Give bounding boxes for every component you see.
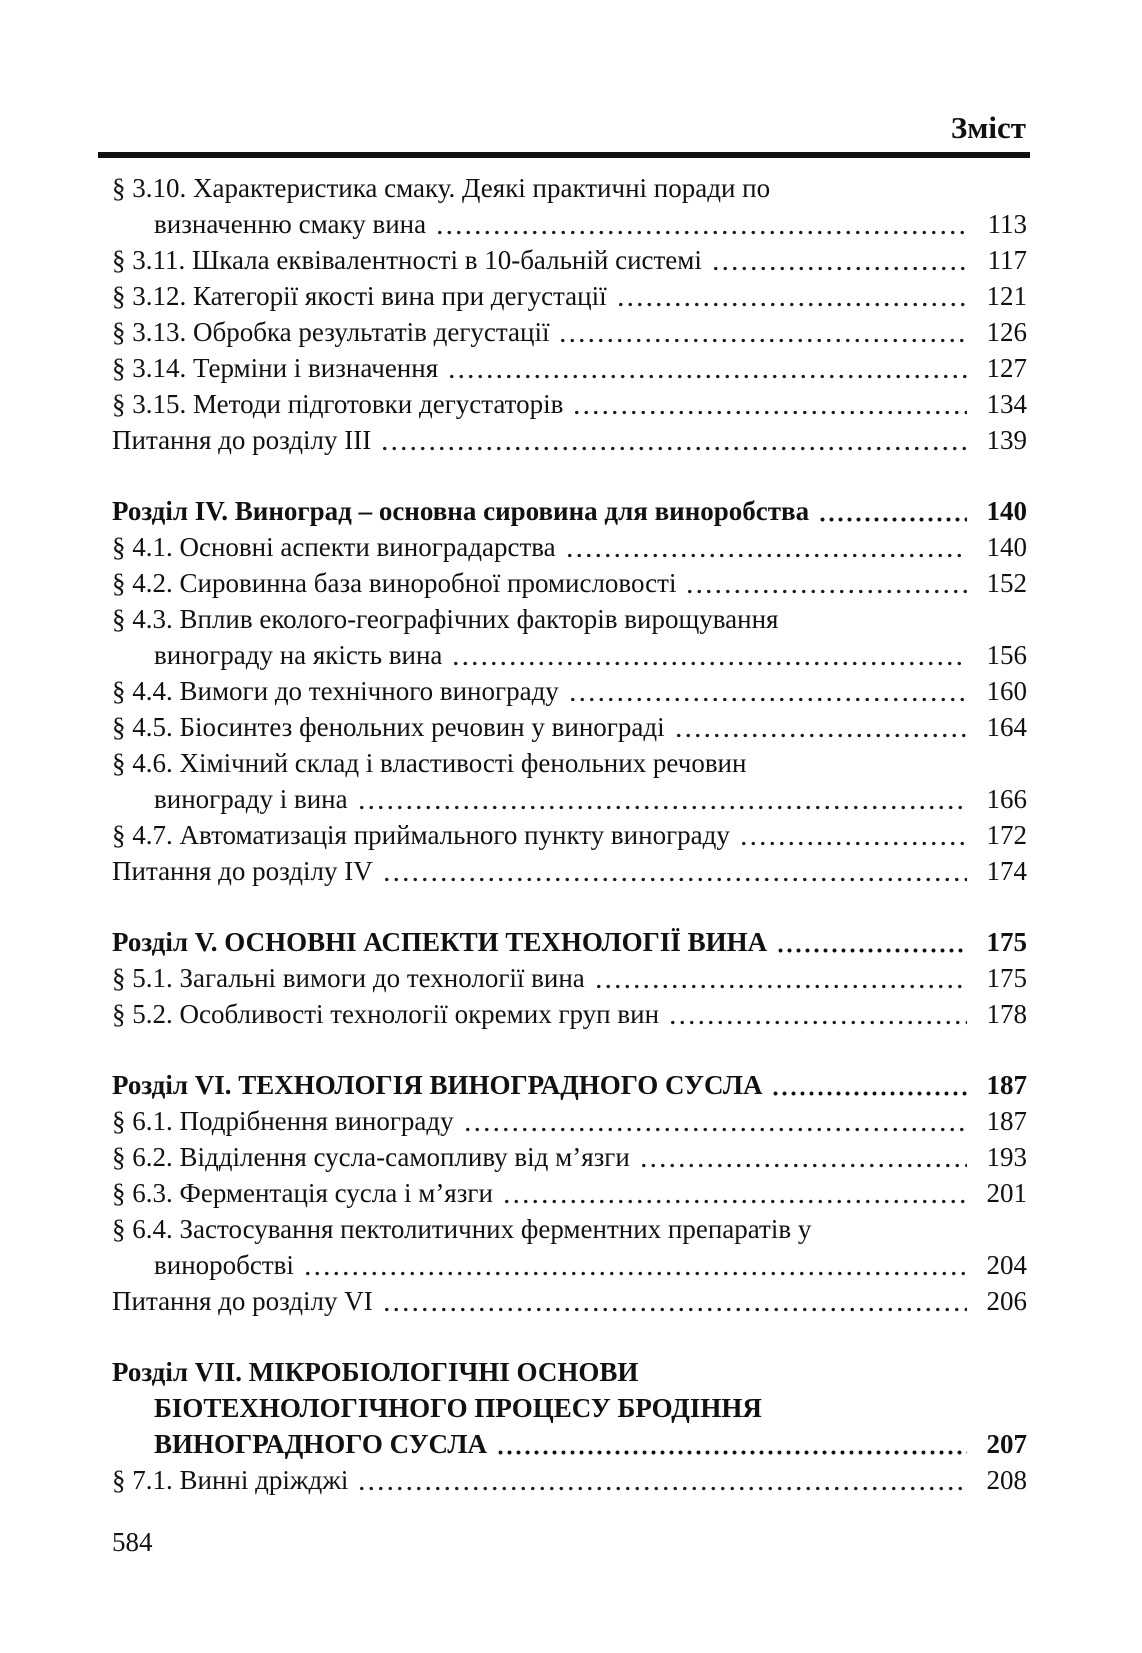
toc-entry-text: Питання до розділу III xyxy=(112,425,372,455)
toc-entry xyxy=(112,1462,1027,1498)
toc-entry-page: 174 xyxy=(986,856,1027,886)
toc-entry-text: § 5.2. Особливості технології окремих груп вин xyxy=(112,999,660,1029)
toc-entry-text: § 3.10. Характеристика смаку. Деякі практичні поради по xyxy=(112,173,771,203)
dotted-leader xyxy=(565,529,967,565)
dotted-leader xyxy=(382,1283,967,1319)
toc-entry xyxy=(112,1139,1027,1175)
toc-entry xyxy=(112,709,1027,745)
toc-entry xyxy=(112,924,1027,960)
toc-entry-text: БІОТЕХНОЛОГІЧНОГО ПРОЦЕСУ БРОДІННЯ xyxy=(154,1393,762,1423)
dotted-leader xyxy=(451,637,967,673)
dotted-leader xyxy=(502,1175,967,1211)
dotted-leader xyxy=(616,278,967,314)
dotted-leader xyxy=(668,996,967,1032)
header-rule xyxy=(98,152,1030,158)
footer-page-number: 584 xyxy=(112,1527,153,1557)
toc-entry xyxy=(112,853,1027,889)
toc-entry-text: визначенню смаку вина xyxy=(154,209,427,239)
toc-entry-page: 126 xyxy=(986,317,1027,347)
toc-entry xyxy=(112,1067,1027,1103)
toc-entry-text: § 6.1. Подрібнення винограду xyxy=(112,1106,454,1136)
toc-entry-text: § 3.13. Обробка результатів дегустації xyxy=(112,317,550,347)
toc-entry-page: 208 xyxy=(986,1465,1027,1495)
toc-entry-text: § 6.2. Відділення сусла-самопливу від м’язги xyxy=(112,1142,630,1172)
toc-entry-text: винограду на якість вина xyxy=(154,640,443,670)
toc-entry xyxy=(112,1426,1027,1462)
dotted-leader xyxy=(447,350,967,386)
toc-entry-text: Питання до розділу IV xyxy=(112,856,373,886)
dotted-leader xyxy=(496,1426,967,1462)
toc-entry xyxy=(112,242,1027,278)
dotted-leader xyxy=(711,242,967,278)
toc-entry-page: 140 xyxy=(986,532,1027,562)
toc-entry xyxy=(112,601,1027,637)
dotted-leader xyxy=(435,206,967,242)
toc-entry-page: 175 xyxy=(986,963,1027,993)
toc-entry-text: § 4.2. Сировинна база виноробної промисловості xyxy=(112,568,677,598)
toc-entry xyxy=(112,206,1027,242)
toc-entry-page: 172 xyxy=(986,820,1027,850)
toc-entry-page: 204 xyxy=(986,1250,1027,1280)
toc-entry-text: ВИНОГРАДНОГО СУСЛА xyxy=(154,1429,487,1459)
toc-entry-page: 175 xyxy=(986,927,1027,957)
toc-entry-page: 160 xyxy=(986,676,1027,706)
dotted-leader xyxy=(776,924,967,960)
dotted-leader xyxy=(568,673,967,709)
dotted-leader xyxy=(463,1103,967,1139)
dotted-leader xyxy=(674,709,967,745)
dotted-leader xyxy=(357,1462,967,1498)
toc-entry-text: Розділ V. ОСНОВНІ АСПЕКТИ ТЕХНОЛОГІЇ ВИНА xyxy=(112,927,768,957)
dotted-leader xyxy=(303,1247,967,1283)
toc-entry-text: Питання до розділу VI xyxy=(112,1286,373,1316)
toc-entry xyxy=(112,1211,1027,1247)
dotted-leader xyxy=(739,817,967,853)
toc-entry-text: винограду і вина xyxy=(154,784,348,814)
toc-entry xyxy=(112,745,1027,781)
toc-entry-text: § 3.11. Шкала еквівалентності в 10-бальній системі xyxy=(112,245,702,275)
toc-entry-page: 187 xyxy=(986,1070,1027,1100)
dotted-leader xyxy=(818,493,967,529)
toc-entry-page: 139 xyxy=(986,425,1027,455)
dotted-leader xyxy=(380,422,967,458)
toc-entry xyxy=(112,314,1027,350)
toc-entry-text: § 7.1. Винні дріжджі xyxy=(112,1465,349,1495)
toc-entry-page: 206 xyxy=(986,1286,1027,1316)
toc-entry-text: § 6.4. Застосування пектолитичних ферментних препаратів у xyxy=(112,1214,812,1244)
toc-entry-page: 166 xyxy=(986,784,1027,814)
toc-entry-page: 152 xyxy=(986,568,1027,598)
toc-entry-page: 113 xyxy=(987,209,1027,239)
toc-entry xyxy=(112,278,1027,314)
toc-entry xyxy=(112,960,1027,996)
toc-entry-text: § 3.15. Методи підготовки дегустаторів xyxy=(112,389,564,419)
toc-entry-text: виноробстві xyxy=(154,1250,294,1280)
toc-entry-page: 127 xyxy=(986,353,1027,383)
toc-entry xyxy=(112,781,1027,817)
toc-entry-text: § 4.3. Вплив еколого-географічних факторів вирощування xyxy=(112,604,779,634)
toc-entry-page: 178 xyxy=(986,999,1027,1029)
toc-entry-text: Розділ VI. ТЕХНОЛОГІЯ ВИНОГРАДНОГО СУСЛА xyxy=(112,1070,763,1100)
toc-entry-text: § 6.3. Ферментація сусла і м’язги xyxy=(112,1178,493,1208)
toc-entry-text: § 4.7. Автоматизація приймального пункту винограду xyxy=(112,820,730,850)
toc-entry xyxy=(112,817,1027,853)
toc-entry xyxy=(112,673,1027,709)
toc-entry xyxy=(112,170,1027,206)
dotted-leader xyxy=(382,853,967,889)
dotted-leader xyxy=(357,781,967,817)
toc-entry-text: § 4.5. Біосинтез фенольних речовин у винограді xyxy=(112,712,665,742)
toc-entry-page: 201 xyxy=(986,1178,1027,1208)
toc-entry xyxy=(112,350,1027,386)
toc-entry-text: § 4.4. Вимоги до технічного винограду xyxy=(112,676,559,706)
toc-entry-text: § 5.1. Загальні вимоги до технології вина xyxy=(112,963,585,993)
toc-entry xyxy=(112,996,1027,1032)
toc-entry xyxy=(112,493,1027,529)
toc-entry-text: § 4.6. Хімічний склад і властивості фенольних речовин xyxy=(112,748,747,778)
toc-entry-text: § 3.14. Терміни і визначення xyxy=(112,353,439,383)
toc-entry xyxy=(112,386,1027,422)
toc-entry xyxy=(112,565,1027,601)
dotted-leader xyxy=(685,565,967,601)
toc-entry-page: 121 xyxy=(986,281,1027,311)
dotted-leader xyxy=(572,386,967,422)
toc-entry xyxy=(112,1283,1027,1319)
toc-entry-text: Розділ VII. МІКРОБІОЛОГІЧНІ ОСНОВИ xyxy=(112,1357,639,1387)
toc-entry xyxy=(112,1354,1027,1390)
page-title: Зміст xyxy=(950,110,1026,145)
toc-entry-page: 117 xyxy=(987,245,1027,275)
toc-entry-page: 164 xyxy=(986,712,1027,742)
dotted-leader xyxy=(639,1139,967,1175)
toc-entry xyxy=(112,422,1027,458)
toc-entry-page: 156 xyxy=(986,640,1027,670)
toc-entry-text: Розділ IV. Виноград – основна сировина для виноробства xyxy=(112,496,810,526)
toc-entry-page: 207 xyxy=(986,1429,1027,1459)
toc-entry xyxy=(112,1175,1027,1211)
toc-entry-page: 134 xyxy=(986,389,1027,419)
page-header xyxy=(98,110,1030,146)
toc-entry-page: 187 xyxy=(986,1106,1027,1136)
dotted-leader xyxy=(594,960,967,996)
toc-entry xyxy=(112,1390,1027,1426)
dotted-leader xyxy=(558,314,967,350)
toc-list xyxy=(112,170,1027,1498)
toc-entry xyxy=(112,529,1027,565)
toc-entry xyxy=(112,1103,1027,1139)
toc-entry-page: 140 xyxy=(986,496,1027,526)
toc-entry-text: § 3.12. Категорії якості вина при дегустації xyxy=(112,281,607,311)
toc-entry-page: 193 xyxy=(986,1142,1027,1172)
toc-entry-text: § 4.1. Основні аспекти виноградарства xyxy=(112,532,556,562)
toc-entry xyxy=(112,637,1027,673)
dotted-leader xyxy=(771,1067,967,1103)
toc-entry xyxy=(112,1247,1027,1283)
